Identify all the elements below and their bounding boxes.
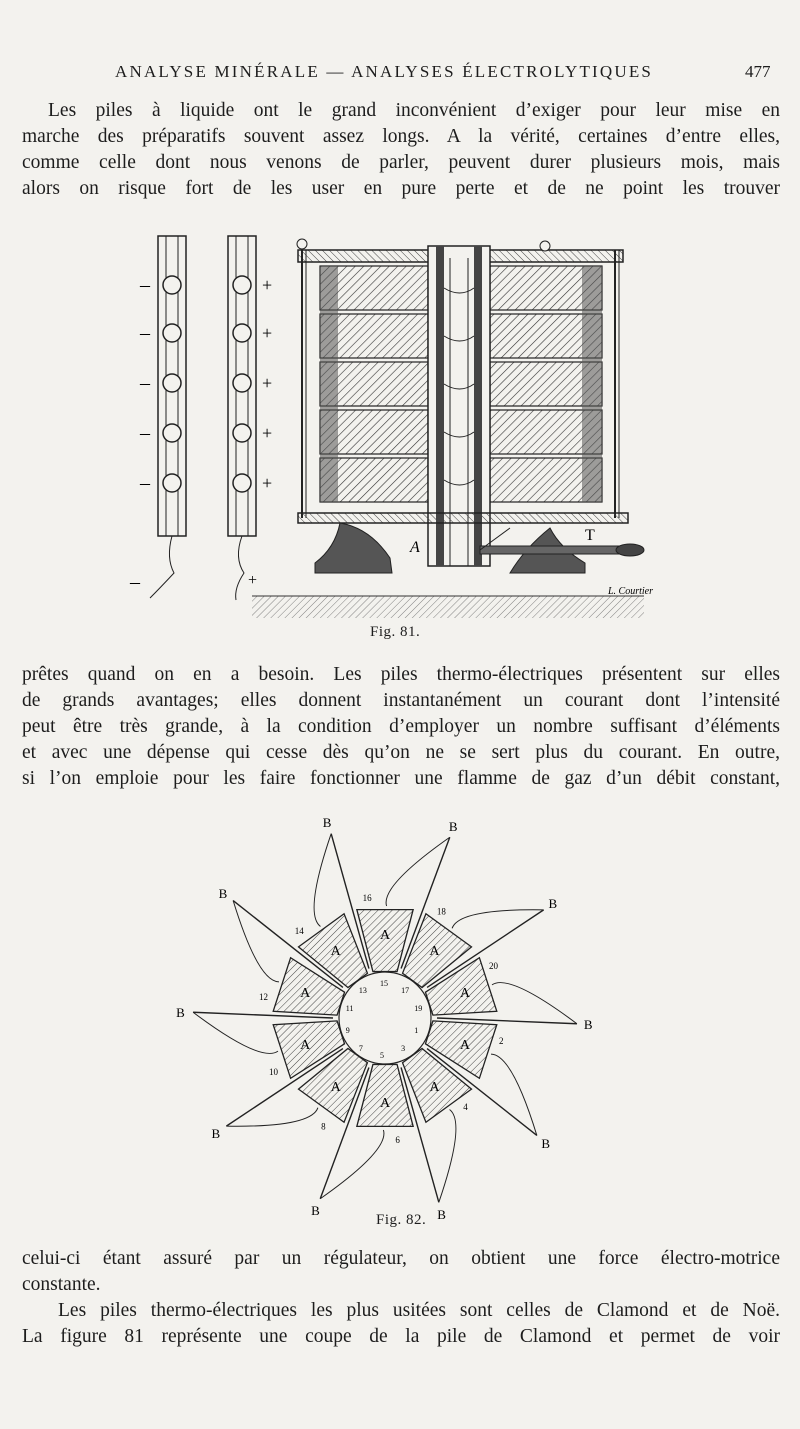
segment-label: A [300, 986, 311, 1002]
running-header [0, 58, 800, 88]
outer-junction-number: 12 [258, 992, 268, 1003]
outer-junction-number: 18 [436, 906, 446, 917]
terminal-label: B [583, 1017, 593, 1033]
inner-junction-number: 1 [414, 1026, 419, 1036]
terminal-label: B [218, 886, 228, 902]
plus-sign: + [262, 473, 273, 493]
terminal-label: B [548, 896, 558, 912]
minus-sign: – [140, 322, 150, 344]
terminal-label: B [211, 1125, 221, 1141]
segment-label: A [429, 944, 440, 960]
text-line: La figure 81 représente une coupe de la pile de Clamond et permet de voir [22, 1326, 780, 1347]
segment-label: A [429, 1079, 440, 1095]
terminal-label: B [437, 1206, 446, 1222]
text-line: comme celle dont nous venons de parler, peuvent durer plusieurs mois, mais [22, 152, 780, 173]
ground-hatching [252, 596, 644, 618]
figure-82-caption: Fig. 82. [376, 1212, 427, 1228]
inner-junction-number: 11 [345, 1003, 354, 1013]
outer-junction-number: 20 [488, 961, 498, 972]
label-a: A [410, 539, 420, 556]
segment-label: A [380, 928, 391, 943]
terminal-flange [439, 1110, 456, 1203]
terminal-flange [491, 1054, 537, 1135]
clamond-pile-section [297, 239, 644, 573]
text-line: si l’on emploie pour les faire fonctionner une flamme de gaz d’un débit constant, [22, 768, 780, 789]
outer-junction-number: 4 [463, 1102, 468, 1113]
segment-label: A [459, 1037, 471, 1053]
segment-label: A [300, 1037, 311, 1053]
label-t: T [585, 527, 595, 544]
outer-junction-number: 2 [499, 1035, 504, 1046]
text-line: et avec une dépense qui cesse dès qu’on ne se sert plus du courant. En outre, [22, 742, 780, 763]
terminal-flange [386, 837, 450, 906]
minus-sign: – [140, 472, 150, 494]
terminal-flange [492, 983, 577, 1024]
lead-minus-sign: – [130, 571, 140, 593]
paragraph-4 [22, 1298, 780, 1350]
text-line: prêtes quand on en a besoin. Les piles thermo-électriques présentent sur elles [22, 664, 780, 685]
inner-junction-number: 5 [380, 1051, 384, 1060]
outer-junction-number: 10 [269, 1066, 279, 1077]
text-line: marche des préparatifs souvent assez longs. A la vérité, certaines d’entre elles, [22, 126, 780, 147]
terminal-label: B [541, 1135, 551, 1151]
outer-junction-number: 14 [294, 925, 304, 936]
terminal-flange [193, 1012, 278, 1053]
inner-junction-number: 3 [401, 1044, 406, 1054]
figure-81 [130, 228, 654, 628]
text-line: constante. [22, 1274, 101, 1295]
text-line: celui-ci étant assuré par un régulateur, on obtient une force électro-motrice [22, 1248, 780, 1269]
plus-sign: + [262, 373, 273, 393]
terminal-flange [314, 834, 331, 927]
outer-junction-number: 8 [321, 1121, 326, 1132]
inner-junction-number: 17 [401, 985, 410, 995]
outer-junction-number: 16 [362, 893, 372, 904]
segment-label: A [330, 1079, 341, 1095]
paragraph-1 [22, 98, 780, 202]
plus-sign: + [262, 423, 273, 443]
terminal-flange [320, 1130, 384, 1199]
text-line: de grands avantages; elles donnent instantanément un courant dont l’intensité [22, 690, 780, 711]
running-title: ANALYSE MINÉRALE — ANALYSES ÉLECTROLYTIQUES [115, 62, 654, 81]
inner-junction-number: 15 [380, 979, 388, 988]
terminal-label: B [448, 818, 458, 834]
terminal-label: B [176, 1004, 185, 1020]
inner-junction-number: 19 [414, 1003, 423, 1013]
text-line: peut être très grande, à la condition d’employer un nombre suffisant d’éléments [22, 716, 780, 737]
inner-junction-number: 9 [345, 1026, 350, 1036]
plus-sign: + [262, 323, 273, 343]
inner-junction-number: 13 [358, 985, 367, 995]
text-line: Les piles à liquide ont le grand inconvénient d’exiger pour leur mise en [48, 100, 780, 121]
minus-sign: – [140, 422, 150, 444]
text-line: Les piles thermo-électriques les plus usitées sont celles de Clamond et de Noë. [58, 1300, 780, 1321]
lead-plus-sign: + [248, 572, 258, 589]
segment-label: A [459, 986, 471, 1002]
outer-junction-number: 6 [395, 1134, 400, 1145]
terminal-label: B [322, 815, 332, 831]
paragraph-3 [22, 1246, 780, 1298]
segment-label: A [330, 944, 341, 960]
electrode-strip-minus [150, 236, 186, 598]
engraver-signature: L. Courtier [608, 586, 654, 597]
minus-sign: – [140, 372, 150, 394]
paragraph-2 [22, 662, 780, 792]
terminal-label: B [311, 1203, 320, 1219]
plus-sign: + [262, 275, 273, 295]
inner-junction-number: 7 [358, 1044, 363, 1054]
text-line: alors on risque fort de les user en pure perte et de ne point les trouver [22, 178, 780, 199]
figure-81-caption: Fig. 81. [370, 624, 421, 640]
segment-label: A [380, 1096, 391, 1111]
minus-sign: – [140, 274, 150, 296]
electrode-strip-plus [228, 236, 256, 600]
terminal-flange [233, 901, 279, 982]
page-number: 477 [745, 62, 771, 81]
